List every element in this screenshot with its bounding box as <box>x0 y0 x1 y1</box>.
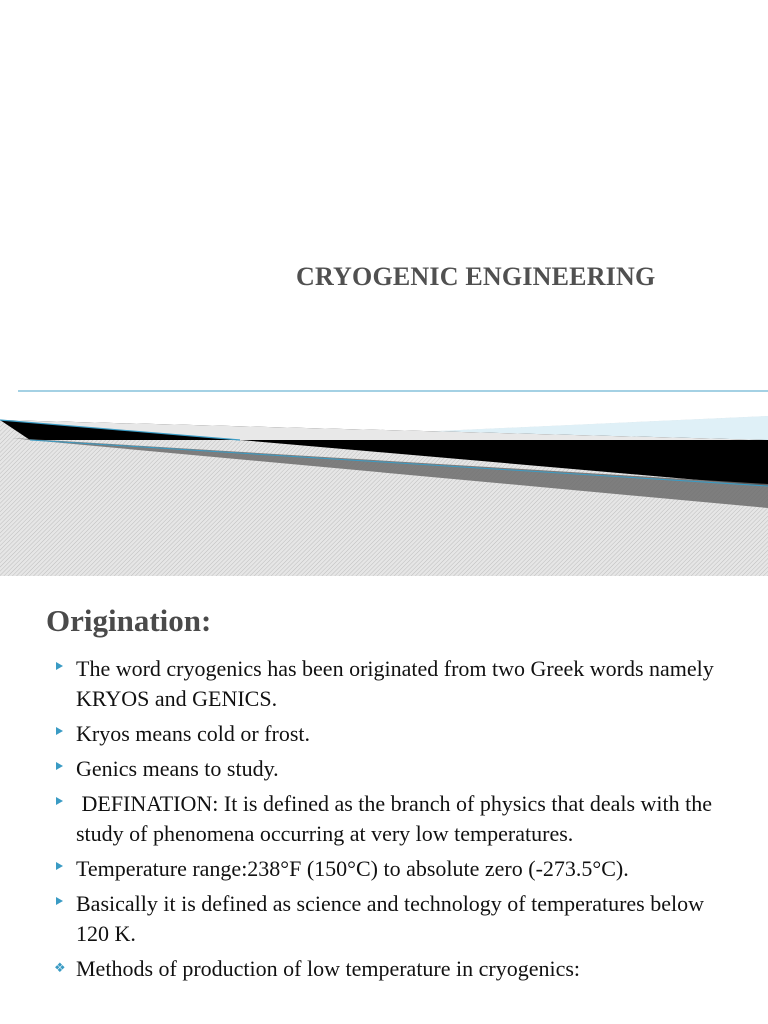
triangle-bullet-icon <box>56 654 70 684</box>
triangle-bullet-icon <box>56 854 70 884</box>
content-slide <box>0 576 768 1024</box>
bullet-item <box>0 754 768 784</box>
bullet-item <box>0 719 768 749</box>
bullet-item <box>0 854 768 884</box>
bullet-item <box>0 889 768 949</box>
bullet-text: Temperature range:238°F (150°C) to absolute zero (-273.5°C). <box>76 856 629 881</box>
triangle-bullet-icon <box>56 719 70 749</box>
bullet-item <box>0 789 768 849</box>
triangle-bullet-icon <box>56 754 70 784</box>
bullet-text: The word cryogenics has been originated from two Greek words namely KRYOS and GENICS. <box>76 656 714 711</box>
bullet-text: DEFINATION: It is defined as the branch of physics that deals with the study of phenomena occurring at very low temperatures. <box>76 791 718 846</box>
bullet-text: Basically it is defined as science and technology of temperatures below 120 K. <box>76 891 705 946</box>
diamond-bullet-icon: ❖ <box>54 961 66 976</box>
decorative-bands <box>0 380 768 576</box>
bullet-text: Methods of production of low temperature in cryogenics: <box>76 956 581 981</box>
bullet-item <box>0 954 768 984</box>
bullet-text: Kryos means cold or frost. <box>76 721 311 746</box>
triangle-bullet-icon <box>56 889 70 919</box>
slide-title: CRYOGENIC ENGINEERING <box>296 262 656 291</box>
triangle-bullet-icon <box>56 789 70 819</box>
bullet-text: Genics means to study. <box>76 756 279 781</box>
bullet-list <box>0 654 768 989</box>
content-heading: Origination: <box>46 603 212 638</box>
bullet-item <box>0 654 768 714</box>
